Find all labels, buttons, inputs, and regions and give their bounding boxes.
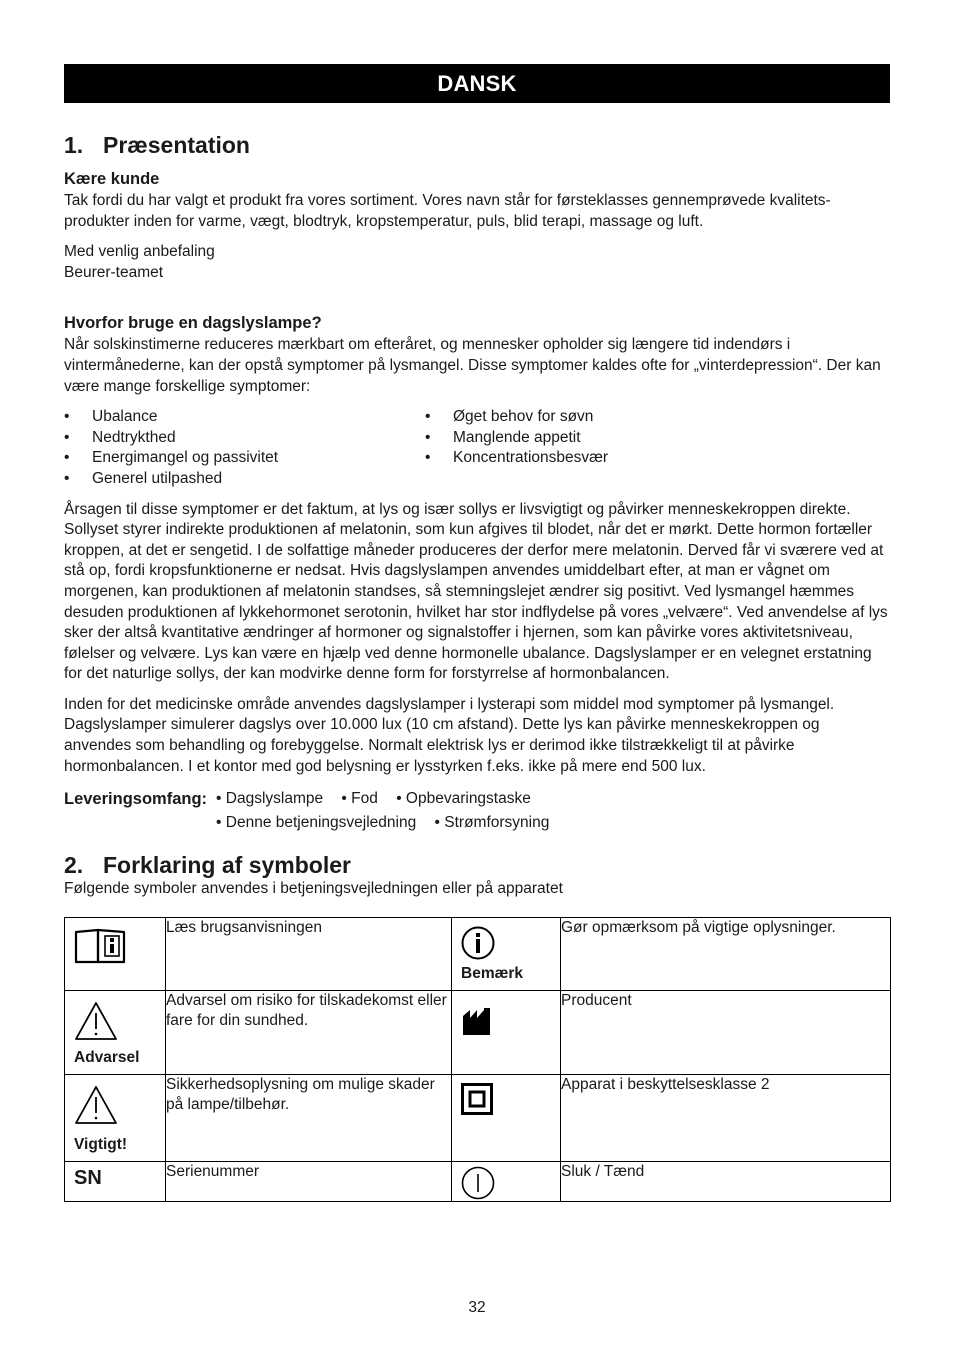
symbol-cell [452,1161,561,1201]
list-item: • Koncentrationsbesvær [425,448,608,469]
symbol-description: Apparat i beskyttelsesklasse 2 [561,1074,891,1161]
signoff-line-2: Beurer-teamet [64,263,164,281]
table-row [65,1074,891,1161]
power-icon [461,1166,495,1200]
symbol-description: Serienummer [166,1161,452,1201]
section-1-title-text: Præsentation [103,132,250,158]
list-item: • Ubalance [64,407,425,428]
signoff [64,242,890,283]
why-heading: Hvorfor bruge en dagslyslampe? [64,314,322,333]
serial-number-icon: SN [74,1166,102,1189]
section-2-number: 2. [64,852,84,879]
section-2-title [64,851,890,879]
delivery-label: Leveringsomfang: [64,790,208,809]
warning-triangle-icon [74,1085,118,1125]
symbol-caption: Vigtigt! [74,1136,128,1154]
symbol-cell [452,990,561,1074]
delivery-items [216,787,563,835]
greeting-text: Tak fordi du har valgt et produkt fra vores sortiment. Vores navn står for førsteklasses gennemprøvede kvalitets-produkter inden for varme, vægt, blodtryk, kropstemperatur, puls, blid terapi, massage og luft. [64,192,831,230]
table-row [65,990,891,1074]
list-item: • Nedtrykthed [64,428,425,449]
read-manual-icon [74,928,126,964]
symptoms-column-2 [425,407,608,489]
symbol-cell [452,917,561,990]
symbol-cell [65,1074,166,1161]
section-1-title [64,131,890,159]
delivery-row-2 [216,811,563,835]
info-icon [461,926,495,960]
list-item: • Energimangel og passivitet [64,448,425,469]
manufacturer-icon [462,1006,492,1036]
symbol-cell [65,1161,166,1201]
page [64,64,890,1202]
symbol-description: Sikkerhedsoplysning om mulige skader på lampe/tilbehør. [166,1074,452,1161]
warning-triangle-icon [74,1001,118,1041]
list-item: • Øget behov for søvn [425,407,608,428]
section-2-intro: Følgende symboler anvendes i betjeningsvejledningen eller på apparatet [64,880,563,898]
symbol-description: Læs brugsanvisningen [166,917,452,990]
symbols-table [64,917,891,1202]
list-item: • Generel utilpashed [64,469,425,490]
delivery-item: • Dagslyslampe [216,790,324,808]
delivery-item: • Strømforsyning [434,814,550,832]
symbol-caption: Advarsel [74,1049,140,1067]
symbol-description: Sluk / Tænd [561,1161,891,1201]
delivery-scope [64,787,890,835]
table-row [65,1161,891,1201]
why-text: Når solskinstimerne reduceres mærkbart om efteråret, og mennesker opholder sig længere tid indendørs i vintermånederne, kan der opstå symptomer på lysmangel. Disse symptomer kaldes ofte for „vinterdepression“. Der kan være mange forskellige symptomer: [64,336,881,395]
signoff-line-1: Med venlig anbefaling [64,243,215,261]
page-number: 32 [468,1299,486,1316]
protection-class-2-icon [461,1083,493,1115]
delivery-row-1 [216,787,563,811]
symbol-caption: Bemærk [461,965,524,983]
symbol-cell [65,990,166,1074]
language-banner: DANSK [64,64,890,103]
section-2-title-text: Forklaring af symboler [103,852,351,879]
symptoms-column-1 [64,407,425,489]
symbol-description: Gør opmærksom på vigtige oplysninger. [561,917,891,990]
medical-text: Inden for det medicinske område anvendes dagslyslamper i lysterapi som middel mod symptomer på lysmangel. Dagslyslamper simulerer dagslys over 10.000 lux (10 cm afstand). Dette lys kan påvirke menneskekroppen og anvendes som behandling og forebyggelse. Normalt elektrisk lys er derimod ikke tilstrækkeligt til at påvirke hormonbalancen. I et kontor med god belysning er lysstyrken f.eks. ikke på mere end 500 lux. [64,695,835,775]
table-row [65,917,891,990]
delivery-item: • Denne betjeningsvejledning [216,814,417,832]
delivery-item: • Opbevaringstaske [396,790,531,808]
delivery-item: • Fod [341,790,378,808]
symbol-cell [452,1074,561,1161]
greeting-heading: Kære kunde [64,170,160,188]
cause-text: Årsagen til disse symptomer er det faktum, at lys og især sollys er livsvigtigt og påvirker menneskekroppen direkte. Sollyset styrer indirekte produktionen af melatonin, som kun afgives til blodet, når det er mørkt. Dette hormon fortæller kroppen, at det er sengetid. I de solfattige måneder produceres der derfor mere melatonin. Derved får vi sværere ved at stå op, fordi kropsfunktionerne er nedsat. Hvis dagslyslampen anvendes umiddelbart efter, at man er vågnet om morgenen, kan produktionen af melatonin standses, så stemningslejet ændrer sig positivt. Ved lysmangel hæmmes desuden produktionen af lykkehormonet serotonin, hvilket har stor indflydelse på vores „velvære“. Ved anvendelse af lys sker der altså kvantitative ændringer af hormoner og signalstoffer i hjernen, som kan påvirke vores aktivitetsniveau, følelser og velvære. Lys kan være en hjælp ved denne hormonelle ubalance. Dagslyslamper er en velegnet erstatning for det naturlige sollys, der kan modvirke denne form for forstyrrelse af hormonbalancen. [64,500,888,683]
section-1-number: 1. [64,132,84,158]
symbol-cell [65,917,166,990]
symptoms-list [64,407,890,489]
symbol-description: Producent [561,990,891,1074]
list-item: • Manglende appetit [425,428,608,449]
symbol-description: Advarsel om risiko for tilskadekomst eller fare for din sundhed. [166,990,452,1074]
